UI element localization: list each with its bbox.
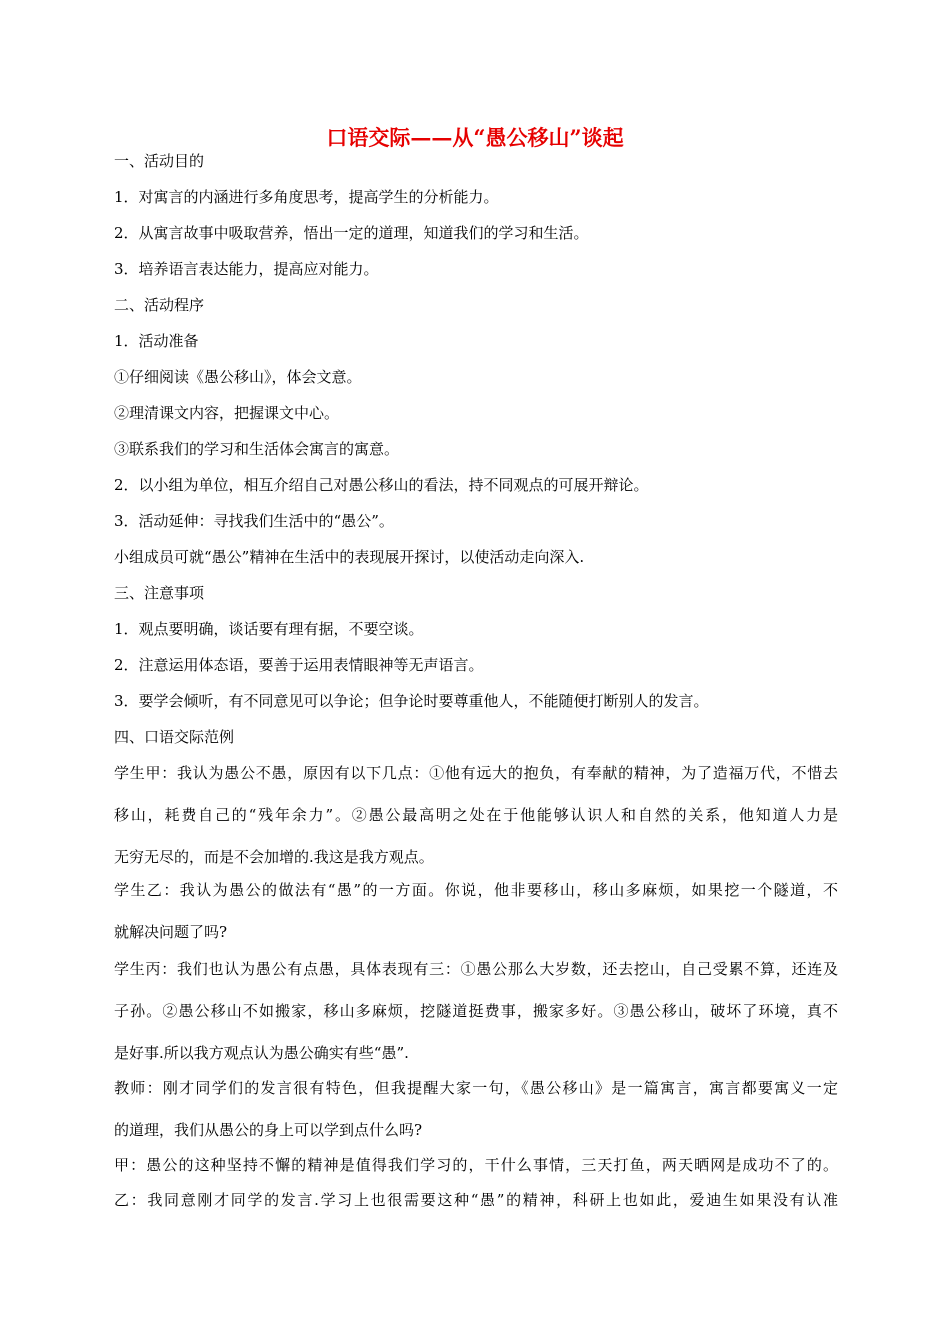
text-line: 3．活动延伸：寻找我们生活中的“愚公”。 bbox=[114, 512, 394, 530]
text-line: ③联系我们的学习和生活体会寓言的寓意。 bbox=[114, 440, 400, 458]
text-line: 无穷无尽的，而是不会加增的.我这是我方观点。 bbox=[114, 848, 434, 866]
text-line: 2．以小组为单位，相互介绍自己对愚公移山的看法，持不同观点的可展开辩论。 bbox=[114, 476, 649, 494]
text-line: 教师：刚才同学们的发言很有特色，但我提醒大家一句，《愚公移山》是一篇寓言，寓言都要寓义一定 bbox=[114, 1079, 838, 1097]
text-line: 学生乙：我认为愚公的做法有“愚”的一方面。你说，他非要移山，移山多麻烦，如果挖一个隧道，不 bbox=[114, 881, 838, 899]
document-title: 口语交际——从“愚公移山”谈起 bbox=[326, 125, 624, 150]
text-line: 就解决问题了吗? bbox=[114, 923, 228, 941]
text-line: 3．要学会倾听，有不同意见可以争论；但争论时要尊重他人，不能随便打断别人的发言。 bbox=[114, 692, 709, 710]
text-line: 1．对寓言的内涵进行多角度思考，提高学生的分析能力。 bbox=[114, 188, 499, 206]
text-line: 2．注意运用体态语，要善于运用表情眼神等无声语言。 bbox=[114, 656, 484, 674]
text-line: ②理清课文内容，把握课文中心。 bbox=[114, 404, 340, 422]
text-line: 是好事.所以我方观点认为愚公确实有些“愚”. bbox=[114, 1044, 409, 1062]
text-line: 学生丙：我们也认为愚公有点愚，具体表现有三：①愚公那么大岁数，还去挖山，自己受累不算，还连及 bbox=[114, 960, 838, 978]
text-line: 3．培养语言表达能力，提高应对能力。 bbox=[114, 260, 379, 278]
text-line: ①仔细阅读《愚公移山》，体会文意。 bbox=[114, 368, 362, 386]
text-line: 四、口语交际范例 bbox=[114, 728, 235, 746]
text-line: 甲：愚公的这种坚持不懈的精神是值得我们学习的，干什么事情，三天打鱼，两天晒网是成功不了的。 bbox=[114, 1156, 838, 1174]
text-line: 小组成员可就“愚公”精神在生活中的表现展开探讨，以使活动走向深入. bbox=[114, 548, 585, 566]
text-line: 二、活动程序 bbox=[114, 296, 205, 314]
text-line: 乙：我同意刚才同学的发言.学习上也很需要这种“愚”的精神，科研上也如此，爱迪生如果没有认准 bbox=[114, 1191, 838, 1209]
text-line: 1．活动准备 bbox=[114, 332, 199, 350]
text-line: 子孙。②愚公移山不如搬家，移山多麻烦，挖隧道挺费事，搬家多好。③愚公移山，破坏了环境，真不 bbox=[114, 1002, 838, 1020]
text-line: 一、活动目的 bbox=[114, 152, 205, 170]
text-line: 的道理，我们从愚公的身上可以学到点什么吗? bbox=[114, 1121, 423, 1139]
text-line: 学生甲：我认为愚公不愚，原因有以下几点：①他有远大的抱负，有奉献的精神，为了造福万代，不惜去 bbox=[114, 764, 838, 782]
text-line: 2．从寓言故事中吸取营养，悟出一定的道理，知道我们的学习和生活。 bbox=[114, 224, 589, 242]
text-line: 1．观点要明确，谈话要有理有据，不要空谈。 bbox=[114, 620, 424, 638]
text-line: 三、注意事项 bbox=[114, 584, 205, 602]
text-line: 移山，耗费自己的“残年余力”。②愚公最高明之处在于他能够认识人和自然的关系，他知道人力是 bbox=[114, 806, 838, 824]
